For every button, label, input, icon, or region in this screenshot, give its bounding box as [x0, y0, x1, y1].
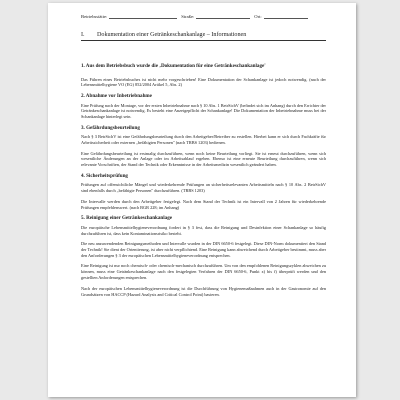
section-paragraph: Eine Reinigung ist nur noch chemisch- oder chemisch-mechanisch durchzuführen. Um von den empfohlenen Reinigungszyklen abweichen zu können, muss eine Getränkeschankanlage nach den festgelegten Verfahren der DIN 6650-6, Punkt x) bis f) überprüft werden und den gestellten Anforderungen entsprechen.: [81, 263, 326, 280]
address-header: [81, 13, 326, 19]
title-text: Dokumentation einer Getränkeschankanlage – Informationen: [97, 32, 247, 38]
betriebsstaette-label: Betriebsstätte:: [81, 14, 108, 19]
section-paragraph: Prüfungen auf offensichtliche Mängel und wiederkehrende Prüfungen an sicherheitsrelevanten Arbeitsmitteln nach § 10 Abs. 2 BetrSichV sind ebenfalls durch „befähigte Personen" durchzuführen. (TRBS 1203): [81, 182, 326, 194]
section-heading: 4. Sicherheitsprüfung: [81, 172, 128, 179]
strasse-label: Straße:: [181, 14, 195, 19]
section-heading: 1. Aus dem Betriebsbuch wurde die ‚Dokumentation für eine Getränkeschankanlage': [81, 63, 266, 69]
ort-label: Ort:: [254, 14, 262, 19]
section-paragraph: Nach § 3 BetrSichV ist eine Gefährdungsbeurteilung durch den Arbeitgeber/Betreiber zu erstellen. Hierbei kann er sich durch Fachkräfte für Arbeitssicherheit oder externen „befähigten Personen" (nach TRBS 1203) bedienen.: [81, 134, 326, 145]
section-paragraph: Die europäische Lebensmittelhygieneverordnung fordert in § 3 fest, dass die Reinigung und Desinfektion einer Schankanlage so häufig durchzuführen ist, dass kein Kontaminationsrisiko besteht.: [81, 224, 326, 236]
section-paragraph: Eine Prüfung nach der Montage, vor der ersten Inbetriebnahme nach § 10 Abs. 1 BetrSichV (befindet sich im Anhang) durch den Errichter der Getränkeschankanlage ist notwendig. Es besteht eine Anzeigepflicht der Schankanlage! Die Dokumentation der Inbetriebnahme muss bei der Schankanlage hinterlegt sein.: [81, 102, 326, 119]
section-heading: 2. Abnahme vor Inbetriebnahme: [81, 93, 152, 99]
section-paragraph: Eine Gefährdungsbeurteilung ist erstmalig durchzuführen, wenn noch keine Beurteilung vorliegt. Sie ist erneut durchzuführen, wenn sich wesentliche Änderungen an der Anlage oder im Arbeitsablauf ergeben. Ebenso ist eine erneute Beurteilung durchzuführen, wenn sich relevante Vorschriften, der Stand der Technik oder Erkenntnisse in der Arbeitsmedizin wesentlich geändert haben.: [81, 150, 326, 168]
ort-line: [264, 13, 308, 19]
section-heading: 3. Gefährdungsbeurteilung: [81, 124, 140, 131]
strasse-line: [196, 13, 250, 19]
section-paragraph: Nach der europäischen Lebensmittelhygieneverordnung ist die Durchführung von Hygienemaßnahmen auch in der Gastronomie auf den Grundsätzen von HACCP (Hazard Analysis and Critical Control Point) basieren.: [81, 286, 326, 298]
document-page: [48, 3, 356, 397]
title-number: I.: [81, 32, 85, 38]
section-heading: 5. Reinigung einer Getränkeschankanlage: [81, 215, 173, 222]
document-title: [81, 32, 326, 41]
betriebsstaette-line: [109, 13, 177, 19]
section-paragraph: Die Intervalle werden durch den Arbeitgeber festgelegt. Nach dem Stand der Technik ist ein Intervall von 2 Jahren für wiederkehrende Prüfungen empfehlenswert. (nach BGR 228; im Anhang): [81, 198, 326, 210]
section-paragraph: Das Führen eines Betriebsbuches ist nicht mehr vorgeschrieben! Eine Dokumentation der Schankanlage ist jedoch notwendig. (nach der Lebensmittelhygiene VO (EG) 852/2004 Artikel 5, Abs. 2): [81, 76, 326, 88]
section-paragraph: Die neu anzuwendenden Reinigungsmethoden und Intervalle wurden in der DIN 6650-6 festgelegt. Diese DIN-Norm dokumentiert den Stand der Technik! Sie dient der Orientierung, ist aber nicht verpflichtend. Eine Reinigung kann abweichend durch Arbeitgeber bestimmt, muss aber den Anforderungen § 3 der europäischen Lebensmittelhygieneverordnung entsprechen.: [81, 241, 326, 258]
